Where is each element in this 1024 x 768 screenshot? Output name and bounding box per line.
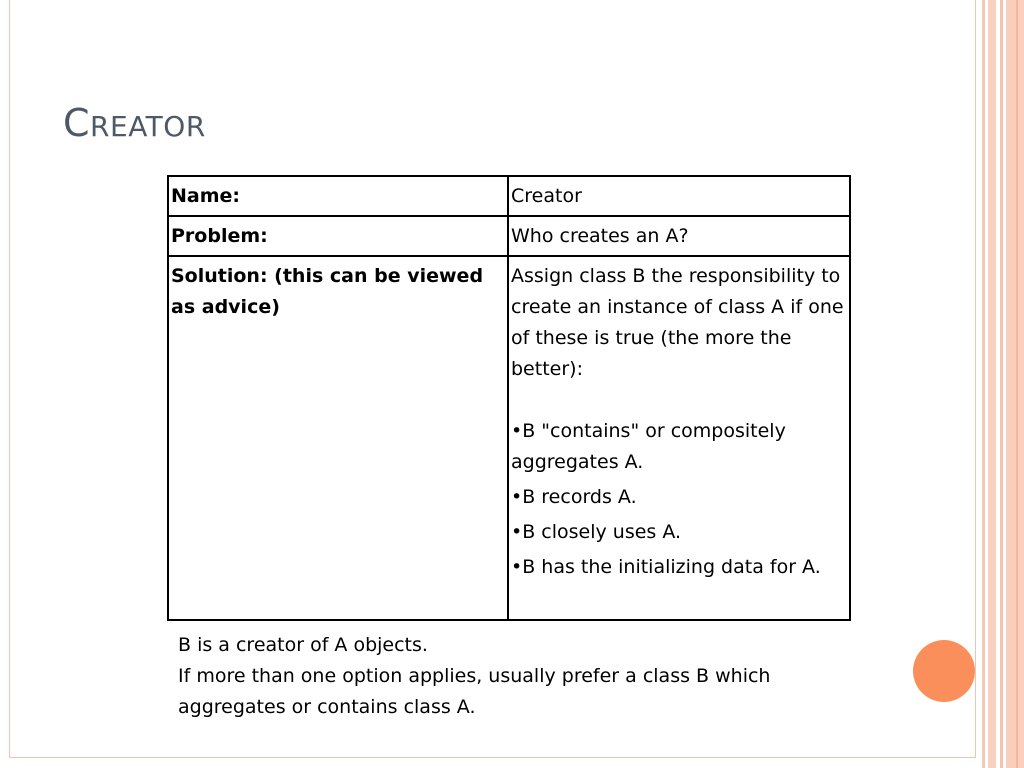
decorative-circle bbox=[913, 640, 975, 702]
decorative-stripe bbox=[1016, 0, 1018, 768]
note-line: If more than one option applies, usually prefer a class B which bbox=[178, 665, 771, 687]
bullet-icon: • bbox=[511, 420, 523, 442]
solution-value bbox=[508, 256, 850, 620]
solution-bullet bbox=[511, 416, 847, 478]
bullet-icon: • bbox=[511, 521, 523, 543]
problem-value: Who creates an A? bbox=[508, 216, 850, 256]
solution-bullet bbox=[511, 552, 847, 583]
note-line: aggregates or contains class A. bbox=[178, 696, 476, 718]
bullet-icon: • bbox=[511, 556, 523, 578]
table-row-name bbox=[168, 176, 850, 216]
slide-title bbox=[63, 101, 206, 145]
solution-label: Solution: (this can be viewed as advice) bbox=[168, 256, 508, 620]
name-value: Creator bbox=[508, 176, 850, 216]
solution-bullet-text: B "contains" or compositely aggregates A. bbox=[511, 420, 786, 473]
decorative-stripe bbox=[982, 0, 985, 768]
spacer bbox=[511, 385, 847, 416]
solution-bullet-text: B has the initializing data for A. bbox=[522, 556, 821, 578]
slide-title-initial: C bbox=[63, 101, 91, 145]
problem-label: Problem: bbox=[168, 216, 508, 256]
decorative-stripe bbox=[1006, 0, 1024, 768]
solution-bullet bbox=[511, 517, 847, 548]
table-row-problem bbox=[168, 216, 850, 256]
solution-bullet-text: B records A. bbox=[522, 486, 637, 508]
decorative-stripe bbox=[988, 0, 996, 768]
decorative-stripe bbox=[1000, 0, 1003, 768]
bullet-icon: • bbox=[511, 486, 523, 508]
pattern-table bbox=[167, 175, 851, 621]
name-label: Name: bbox=[168, 176, 508, 216]
solution-bullet bbox=[511, 482, 847, 513]
note-line: B is a creator of A objects. bbox=[178, 634, 428, 656]
slide-notes bbox=[178, 630, 878, 723]
slide-title-rest: REATOR bbox=[90, 110, 206, 143]
table-row-solution bbox=[168, 256, 850, 620]
solution-bullet-text: B closely uses A. bbox=[522, 521, 682, 543]
solution-intro: Assign class B the responsibility to create an instance of class A if one of these is true (the more the better): bbox=[511, 265, 844, 380]
